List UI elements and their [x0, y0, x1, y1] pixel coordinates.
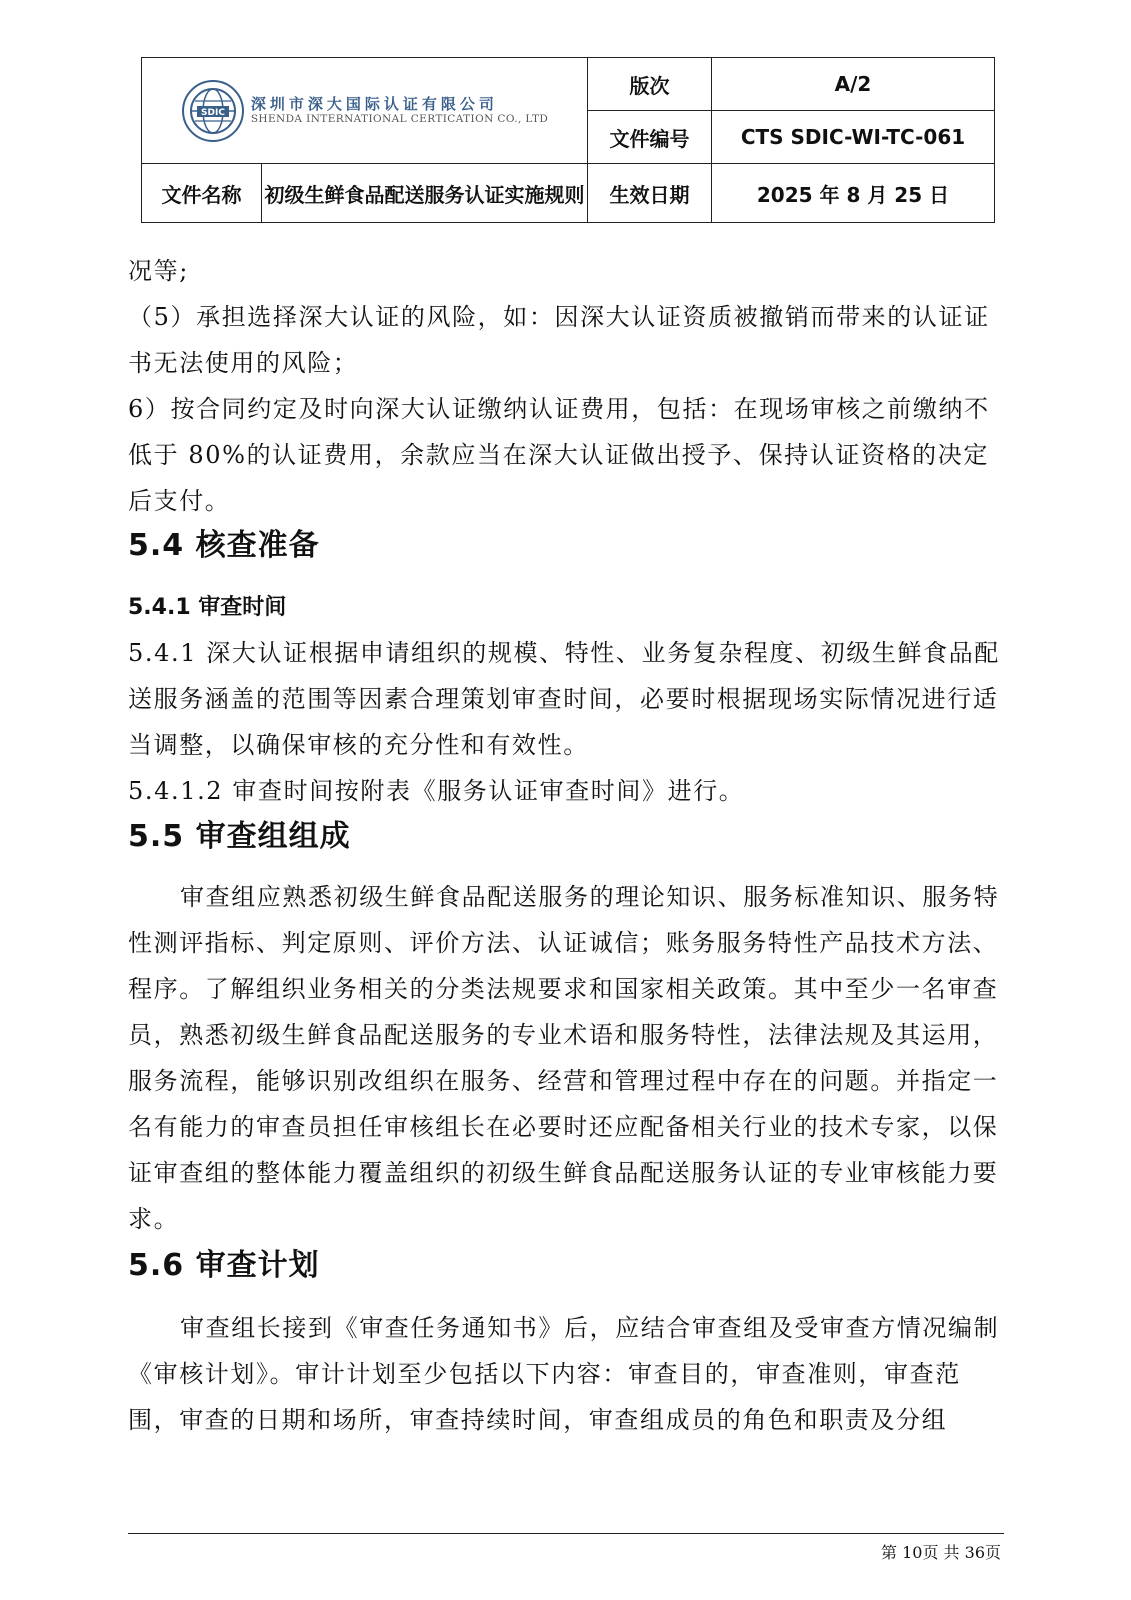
company-name-en: SHENDA INTERNATIONAL CERTICATION CO., LTD [250, 113, 549, 126]
heading-5-4: 5.4 核查准备 [128, 528, 320, 563]
company-name-cn: 深圳市深大国际认证有限公司 [250, 94, 498, 113]
paragraph-2: （5）承担选择深大认证的风险，如：因深大认证资质被撤销而带来的认证证书无法使用的风险； [128, 303, 990, 377]
body-block-3 [128, 874, 1008, 1242]
version-label: 版次 [588, 58, 712, 111]
effective-value: 2025 年 8 月 25 日 [712, 164, 995, 223]
docname-label: 文件名称 [142, 164, 262, 223]
document-header-table [141, 57, 995, 223]
effective-label: 生效日期 [588, 164, 712, 223]
paragraph-5: 5.4.1.2 审查时间按附表《服务认证审查时间》进行。 [128, 777, 745, 805]
body-block-1 [128, 248, 1008, 524]
heading-5-4-1: 5.4.1 审查时间 [128, 595, 287, 620]
paragraph-7: 审查组长接到《审查任务通知书》后，应结合审查组及受审查方情况编制《审核计划》。审计计划至少包括以下内容：审查目的，审查准则，审查范围，审查的日期和场所，审查持续时间，审查组成员的角色和职责及分组 [128, 1314, 1000, 1434]
paragraph-1: 况等; [128, 257, 189, 285]
paragraph-3: 6）按合同约定及时向深大认证缴纳认证费用，包括：在现场审核之前缴纳不低于 80%的认证费用，余款应当在深大认证做出授予、保持认证资格的决定后支付。 [128, 395, 990, 515]
heading-5-6: 5.6 审查计划 [128, 1248, 320, 1283]
page-number: 第 10页 共 36页 [881, 1543, 1001, 1562]
logo-text: SDIC [200, 107, 225, 118]
docno-label: 文件编号 [588, 111, 712, 164]
company-logo-icon [181, 79, 245, 143]
paragraph-4: 5.4.1 深大认证根据申请组织的规模、特性、业务复杂程度、初级生鲜食品配送服务涵盖的范围等因素合理策划审查时间，必要时根据现场实际情况进行适当调整，以确保审核的充分性和有效性。 [128, 639, 1000, 759]
heading-5-5: 5.5 审查组组成 [128, 819, 351, 854]
version-value: A/2 [712, 58, 995, 111]
paragraph-6: 审查组应熟悉初级生鲜食品配送服务的理论知识、服务标准知识、服务特性测评指标、判定原则、评价方法、认证诚信；账务服务特性产品技术方法、程序。了解组织业务相关的分类法规要求和国家相关政策。其中至少一名审查员，熟悉初级生鲜食品配送服务的专业术语和服务特性，法律法规及其运用，服务流程，能够识别改组织在服务、经营和管理过程中存在的问题。并指定一名有能力的审查员担任审核组长在必要时还应配备相关行业的技术专家，以保证审查组的整体能力覆盖组织的初级生鲜食品配送服务认证的专业审核能力要求。 [128, 883, 1000, 1233]
docno-value: CTS SDIC-WI-TC-061 [712, 111, 995, 164]
body-block-2 [128, 630, 1008, 814]
company-logo-cell [142, 58, 588, 164]
docname-value: 初级生鲜食品配送服务认证实施规则 [262, 164, 588, 223]
footer-divider [128, 1533, 1004, 1534]
body-block-4 [128, 1305, 1008, 1443]
